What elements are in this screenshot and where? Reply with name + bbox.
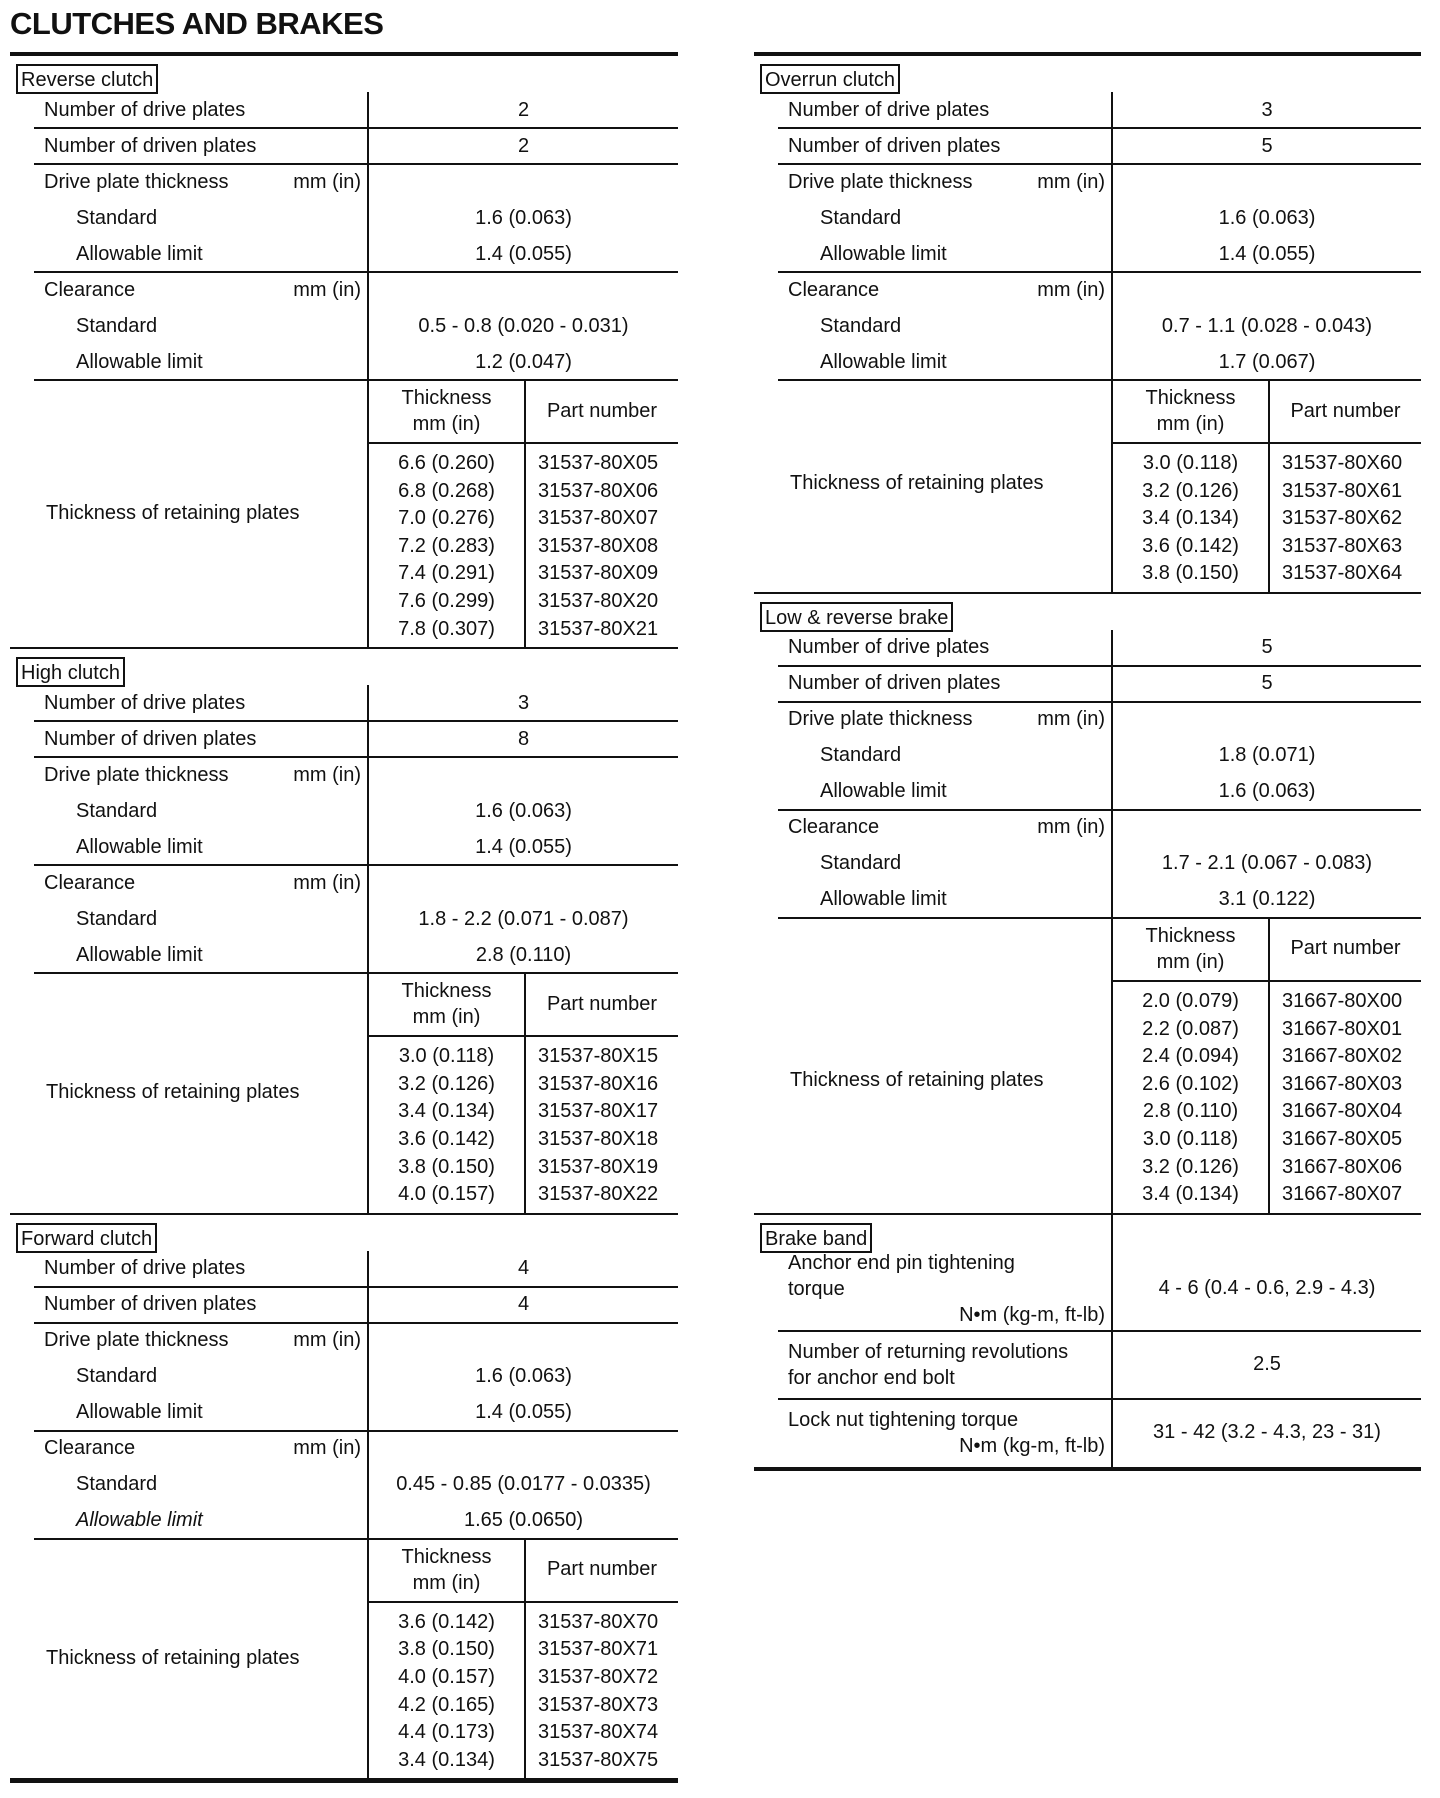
section-title: Overrun clutch xyxy=(760,64,900,94)
clearance-standard-value: 0.45 - 0.85 (0.0177 - 0.0335) xyxy=(367,1467,678,1503)
thickness-unit-header: mm (in) xyxy=(1156,413,1225,435)
plate-thickness-cell: 4.2 (0.165) xyxy=(398,1693,495,1716)
right-spec-table xyxy=(754,52,1421,1471)
drive-plates-label: Number of drive plates xyxy=(44,1257,246,1280)
drive-plate-standard-row xyxy=(10,200,678,236)
plate-part-number-cell: 31537-80X61 xyxy=(1282,479,1403,502)
drive-plate-limit-value: 1.4 (0.055) xyxy=(1111,236,1421,272)
driven-plates-label: Number of driven plates xyxy=(44,134,257,157)
torque-unit-label: N•m (kg-m, ft-lb) xyxy=(959,1434,1105,1457)
plate-part-number-cell: 31667-80X04 xyxy=(1282,1100,1403,1123)
clearance-label: Clearance xyxy=(788,816,880,839)
plate-thickness-cell: 3.2 (0.126) xyxy=(1142,1155,1239,1178)
drive-plate-limit-value: 1.6 (0.063) xyxy=(1111,774,1421,810)
retaining-plates-table xyxy=(1111,918,1421,1213)
clearance-limit-row xyxy=(10,344,678,380)
drive-plate-thickness-row xyxy=(10,757,678,793)
plate-part-number-cell: 31537-80X08 xyxy=(538,534,659,557)
standard-label: Standard xyxy=(820,852,902,875)
plate-thickness-cell: 6.6 (0.260) xyxy=(398,452,495,474)
drive-plates-value: 5 xyxy=(1111,630,1421,666)
section-title: High clutch xyxy=(16,657,125,687)
plate-thickness-cell: 3.0 (0.118) xyxy=(1142,452,1239,474)
row-divider xyxy=(778,917,1421,919)
clearance-label: Clearance xyxy=(44,278,136,301)
part-number-header: Part number xyxy=(1290,937,1401,960)
plate-part-number-cell: 31667-80X06 xyxy=(1282,1155,1403,1178)
section-title: Forward clutch xyxy=(16,1223,157,1253)
clearance-standard-row xyxy=(754,846,1421,882)
clearance-label: Clearance xyxy=(44,871,136,894)
retaining-plates-block xyxy=(754,918,1421,1213)
anchor-pin-label-cont: torque xyxy=(788,1277,845,1300)
drive-plate-limit-value: 1.4 (0.055) xyxy=(367,236,678,272)
anchor-pin-torque-value: 4 - 6 (0.4 - 0.6, 2.9 - 4.3) xyxy=(1111,1209,1421,1331)
retaining-plates-label: Thickness of retaining plates xyxy=(46,1647,300,1669)
driven-plates-label: Number of driven plates xyxy=(788,672,1001,695)
drive-plates-label: Number of drive plates xyxy=(788,636,990,659)
lock-nut-label: Lock nut tightening torque xyxy=(788,1408,1019,1431)
plate-thickness-cell: 2.0 (0.079) xyxy=(1142,989,1239,1012)
allowable-limit-label: Allowable limit xyxy=(76,835,203,858)
drive-plates-row xyxy=(754,630,1421,666)
clearance-row xyxy=(10,865,678,901)
plate-thickness-cell: 3.6 (0.142) xyxy=(1142,534,1239,557)
plate-part-number-cell: 31537-80X19 xyxy=(538,1155,659,1178)
driven-plates-row xyxy=(10,128,678,164)
retaining-plates-table xyxy=(367,1539,678,1779)
drive-plates-value: 3 xyxy=(367,685,678,721)
retaining-plates-block xyxy=(10,380,678,647)
section-reverse-clutch xyxy=(10,56,678,647)
standard-label: Standard xyxy=(820,314,902,337)
allowable-limit-label: Allowable limit xyxy=(76,1401,203,1424)
unit-label: mm (in) xyxy=(1037,278,1105,301)
drive-plates-row xyxy=(10,685,678,721)
allowable-limit-label: Allowable limit xyxy=(76,242,203,265)
clearance-limit-row xyxy=(754,344,1421,380)
retaining-plates-label: Thickness of retaining plates xyxy=(790,472,1044,494)
plate-part-number-cell: 31537-80X70 xyxy=(538,1610,659,1633)
unit-label: mm (in) xyxy=(293,763,361,786)
thickness-header: Thickness xyxy=(401,1545,492,1568)
plate-part-number-cell: 31537-80X63 xyxy=(1282,534,1403,557)
clearance-limit-value: 2.8 (0.110) xyxy=(367,937,678,973)
row-divider xyxy=(778,379,1421,381)
unit-label: mm (in) xyxy=(293,1437,361,1460)
clearance-limit-value: 1.65 (0.0650) xyxy=(367,1503,678,1539)
thickness-header: Thickness xyxy=(1145,387,1236,409)
plate-thickness-cell: 3.6 (0.142) xyxy=(398,1610,495,1633)
part-number-header: Part number xyxy=(1290,399,1401,422)
plate-thickness-cell: 3.4 (0.134) xyxy=(1142,507,1239,530)
standard-label: Standard xyxy=(76,907,158,930)
plate-thickness-cell: 3.4 (0.134) xyxy=(398,1100,495,1123)
clearance-row xyxy=(10,272,678,308)
plate-thickness-cell: 7.0 (0.276) xyxy=(398,507,495,530)
returning-revolutions-value: 2.5 xyxy=(1111,1331,1421,1399)
drive-plate-limit-value: 1.4 (0.055) xyxy=(367,1395,678,1431)
retaining-plates-label: Thickness of retaining plates xyxy=(46,1081,300,1104)
retaining-plates-table xyxy=(367,380,678,647)
lock-nut-torque-value: 31 - 42 (3.2 - 4.3, 23 - 31) xyxy=(1111,1399,1421,1467)
plate-part-number-cell: 31537-80X18 xyxy=(538,1127,659,1150)
drive-plate-thickness-label: Drive plate thickness xyxy=(788,170,973,193)
plate-thickness-cell: 4.0 (0.157) xyxy=(398,1665,495,1688)
page-title: CLUTCHES AND BRAKES xyxy=(10,6,384,41)
thickness-unit-header: mm (in) xyxy=(412,1571,481,1594)
drive-plate-limit-row xyxy=(10,829,678,865)
standard-label: Standard xyxy=(76,799,158,822)
drive-plate-limit-row xyxy=(10,236,678,272)
driven-plates-row xyxy=(754,666,1421,702)
driven-plates-label: Number of driven plates xyxy=(44,1293,257,1316)
clearance-standard-row xyxy=(10,901,678,937)
plate-thickness-cell: 3.8 (0.150) xyxy=(1142,562,1239,585)
drive-plate-thickness-label: Drive plate thickness xyxy=(44,170,229,193)
drive-plate-standard-row xyxy=(754,738,1421,774)
drive-plate-standard-value: 1.6 (0.063) xyxy=(367,200,678,236)
clearance-row xyxy=(10,1431,678,1467)
returning-rev-label: Number of returning revolutions xyxy=(788,1340,1069,1363)
section-brake-band xyxy=(754,1213,1421,1467)
section-title: Brake band xyxy=(760,1223,872,1253)
plate-thickness-cell: 7.4 (0.291) xyxy=(398,562,495,585)
unit-label: mm (in) xyxy=(293,170,361,193)
section-low-reverse-brake xyxy=(754,592,1421,1213)
clearance-row xyxy=(754,810,1421,846)
allowable-limit-label: Allowable limit xyxy=(820,350,947,373)
plate-thickness-cell: 2.8 (0.110) xyxy=(1142,1100,1239,1123)
drive-plate-limit-row xyxy=(10,1395,678,1431)
clearance-limit-value: 3.1 (0.122) xyxy=(1111,882,1421,918)
drive-plates-label: Number of drive plates xyxy=(788,98,990,121)
plate-part-number-cell: 31667-80X03 xyxy=(1282,1072,1403,1095)
part-number-header: Part number xyxy=(546,1558,658,1581)
retaining-plates-table xyxy=(1111,380,1421,592)
drive-plate-thickness-row xyxy=(10,164,678,200)
clearance-standard-value: 0.5 - 0.8 (0.020 - 0.031) xyxy=(367,308,678,344)
plate-part-number-cell: 31537-80X16 xyxy=(538,1072,659,1095)
anchor-pin-label: Anchor end pin tightening xyxy=(788,1251,1015,1274)
returning-rev-label-cont: for anchor end bolt xyxy=(788,1366,955,1389)
clearance-standard-row xyxy=(10,308,678,344)
thickness-unit-header: mm (in) xyxy=(1156,950,1225,973)
plate-part-number-cell: 31537-80X74 xyxy=(538,1721,659,1744)
plate-part-number-cell: 31537-80X15 xyxy=(538,1045,659,1068)
plate-part-number-cell: 31537-80X20 xyxy=(538,589,659,612)
plate-part-number-cell: 31667-80X07 xyxy=(1282,1183,1403,1206)
standard-label: Standard xyxy=(76,206,158,229)
standard-label: Standard xyxy=(820,206,902,229)
retaining-plates-block xyxy=(10,973,678,1213)
allowable-limit-label: Allowable limit xyxy=(76,350,203,373)
clearance-standard-value: 1.8 - 2.2 (0.071 - 0.087) xyxy=(367,901,678,937)
standard-label: Standard xyxy=(76,1473,158,1496)
clearance-limit-value: 1.2 (0.047) xyxy=(367,344,678,380)
retaining-plates-block xyxy=(754,380,1421,592)
driven-plates-label: Number of driven plates xyxy=(788,134,1001,157)
driven-plates-row xyxy=(10,1287,678,1323)
retaining-plates-block xyxy=(10,1539,678,1779)
unit-label: mm (in) xyxy=(1037,708,1105,731)
clearance-limit-value: 1.7 (0.067) xyxy=(1111,344,1421,380)
driven-plates-value: 5 xyxy=(1111,666,1421,702)
plate-thickness-cell: 3.4 (0.134) xyxy=(1142,1183,1239,1206)
returning-revolutions-row xyxy=(754,1331,1421,1399)
plate-part-number-cell: 31537-80X64 xyxy=(1282,562,1403,585)
section-title: Reverse clutch xyxy=(16,64,158,94)
lock-nut-torque-row xyxy=(754,1399,1421,1467)
plate-thickness-cell: 2.4 (0.094) xyxy=(1142,1045,1239,1068)
section-forward-clutch xyxy=(10,1213,678,1779)
retaining-plates-table xyxy=(367,973,678,1213)
plate-part-number-cell: 31667-80X02 xyxy=(1282,1045,1403,1068)
drive-plates-value: 2 xyxy=(367,92,678,128)
drive-plate-limit-row xyxy=(754,774,1421,810)
driven-plates-row xyxy=(10,721,678,757)
driven-plates-row xyxy=(754,128,1421,164)
thickness-header: Thickness xyxy=(401,387,492,409)
unit-label: mm (in) xyxy=(1037,816,1105,839)
drive-plate-limit-row xyxy=(754,236,1421,272)
drive-plate-standard-value: 1.8 (0.071) xyxy=(1111,738,1421,774)
drive-plate-standard-row xyxy=(10,1359,678,1395)
part-number-header: Part number xyxy=(546,399,658,422)
thickness-header: Thickness xyxy=(401,980,492,1003)
row-divider xyxy=(34,1538,678,1540)
allowable-limit-label: Allowable limit xyxy=(820,888,947,911)
plate-thickness-cell: 3.8 (0.150) xyxy=(398,1155,495,1178)
thickness-header: Thickness xyxy=(1145,924,1236,947)
section-title: Low & reverse brake xyxy=(760,602,953,632)
plate-part-number-cell: 31537-80X73 xyxy=(538,1693,659,1716)
plate-part-number-cell: 31537-80X17 xyxy=(538,1100,659,1123)
allowable-limit-label: Allowable limit xyxy=(76,943,203,966)
plate-part-number-cell: 31537-80X05 xyxy=(538,452,659,474)
plate-thickness-cell: 3.0 (0.118) xyxy=(398,1045,495,1068)
part-number-header: Part number xyxy=(546,992,658,1015)
plate-thickness-cell: 7.8 (0.307) xyxy=(398,617,495,640)
drive-plates-label: Number of drive plates xyxy=(44,98,246,121)
clearance-standard-value: 0.7 - 1.1 (0.028 - 0.043) xyxy=(1111,308,1421,344)
drive-plates-label: Number of drive plates xyxy=(44,691,246,714)
plate-part-number-cell: 31537-80X75 xyxy=(538,1748,659,1771)
standard-label: Standard xyxy=(76,314,158,337)
section-high-clutch xyxy=(10,647,678,1213)
driven-plates-value: 4 xyxy=(367,1287,678,1323)
torque-unit-label: N•m (kg-m, ft-lb) xyxy=(959,1303,1105,1326)
plate-thickness-cell: 3.2 (0.126) xyxy=(1142,479,1239,502)
plate-part-number-cell: 31537-80X72 xyxy=(538,1665,659,1688)
clearance-label: Clearance xyxy=(788,278,880,301)
plate-thickness-cell: 6.8 (0.268) xyxy=(398,479,495,502)
section-overrun-clutch xyxy=(754,56,1421,592)
plate-part-number-cell: 31537-80X07 xyxy=(538,507,659,530)
drive-plate-limit-value: 1.4 (0.055) xyxy=(367,829,678,865)
plate-thickness-cell: 7.6 (0.299) xyxy=(398,589,495,612)
thickness-unit-header: mm (in) xyxy=(412,1006,481,1029)
anchor-pin-torque-row xyxy=(754,1247,1421,1331)
drive-plate-thickness-label: Drive plate thickness xyxy=(788,708,973,731)
allowable-limit-label: Allowable limit xyxy=(820,780,947,803)
drive-plate-standard-value: 1.6 (0.063) xyxy=(1111,200,1421,236)
driven-plates-value: 8 xyxy=(367,721,678,757)
clearance-label: Clearance xyxy=(44,1437,136,1460)
plate-thickness-cell: 3.4 (0.134) xyxy=(398,1748,495,1771)
plate-part-number-cell: 31537-80X71 xyxy=(538,1638,659,1661)
unit-label: mm (in) xyxy=(1037,170,1105,193)
left-spec-table xyxy=(10,52,678,1783)
plate-thickness-cell: 2.6 (0.102) xyxy=(1142,1072,1239,1095)
clearance-limit-row xyxy=(10,937,678,973)
drive-plates-value: 3 xyxy=(1111,92,1421,128)
clearance-standard-row xyxy=(10,1467,678,1503)
plate-thickness-cell: 4.0 (0.157) xyxy=(398,1183,495,1206)
allowable-limit-label: Allowable limit xyxy=(820,242,947,265)
plate-part-number-cell: 31667-80X00 xyxy=(1282,989,1403,1012)
driven-plates-value: 5 xyxy=(1111,128,1421,164)
clearance-limit-row xyxy=(10,1503,678,1539)
unit-label: mm (in) xyxy=(293,278,361,301)
thickness-unit-header: mm (in) xyxy=(412,413,481,435)
clearance-standard-value: 1.7 - 2.1 (0.067 - 0.083) xyxy=(1111,846,1421,882)
drive-plates-value: 4 xyxy=(367,1251,678,1287)
unit-label: mm (in) xyxy=(293,871,361,894)
plate-part-number-cell: 31537-80X21 xyxy=(538,617,659,640)
clearance-standard-row xyxy=(754,308,1421,344)
drive-plates-row xyxy=(10,1251,678,1287)
drive-plate-standard-value: 1.6 (0.063) xyxy=(367,793,678,829)
plate-thickness-cell: 3.2 (0.126) xyxy=(398,1072,495,1095)
drive-plate-thickness-row xyxy=(754,164,1421,200)
row-divider xyxy=(34,379,678,381)
plate-part-number-cell: 31537-80X60 xyxy=(1282,452,1403,474)
plate-thickness-cell: 3.8 (0.150) xyxy=(398,1638,495,1661)
retaining-plates-label: Thickness of retaining plates xyxy=(46,502,300,525)
plate-part-number-cell: 31537-80X62 xyxy=(1282,507,1403,530)
plate-part-number-cell: 31667-80X01 xyxy=(1282,1017,1403,1040)
clearance-limit-row xyxy=(754,882,1421,918)
drive-plate-standard-value: 1.6 (0.063) xyxy=(367,1359,678,1395)
drive-plate-thickness-row xyxy=(10,1323,678,1359)
plate-thickness-cell: 2.2 (0.087) xyxy=(1142,1017,1239,1040)
driven-plates-value: 2 xyxy=(367,128,678,164)
plate-part-number-cell: 31667-80X05 xyxy=(1282,1127,1403,1150)
plate-part-number-cell: 31537-80X22 xyxy=(538,1183,659,1206)
allowable-limit-label: Allowable limit xyxy=(76,1509,203,1532)
drive-plate-thickness-row xyxy=(754,702,1421,738)
unit-label: mm (in) xyxy=(293,1329,361,1352)
retaining-plates-label: Thickness of retaining plates xyxy=(790,1068,1044,1091)
drive-plate-thickness-label: Drive plate thickness xyxy=(44,763,229,786)
plate-part-number-cell: 31537-80X06 xyxy=(538,479,659,502)
plate-thickness-cell: 3.0 (0.118) xyxy=(1142,1127,1239,1150)
drive-plate-standard-row xyxy=(10,793,678,829)
plate-thickness-cell: 7.2 (0.283) xyxy=(398,534,495,557)
standard-label: Standard xyxy=(820,744,902,767)
plate-thickness-cell: 4.4 (0.173) xyxy=(398,1721,495,1744)
drive-plates-row xyxy=(10,92,678,128)
plate-part-number-cell: 31537-80X09 xyxy=(538,562,659,585)
row-divider xyxy=(34,972,678,974)
drive-plates-row xyxy=(754,92,1421,128)
plate-thickness-cell: 3.6 (0.142) xyxy=(398,1127,495,1150)
drive-plate-thickness-label: Drive plate thickness xyxy=(44,1329,229,1352)
standard-label: Standard xyxy=(76,1365,158,1388)
clearance-row xyxy=(754,272,1421,308)
drive-plate-standard-row xyxy=(754,200,1421,236)
driven-plates-label: Number of driven plates xyxy=(44,727,257,750)
